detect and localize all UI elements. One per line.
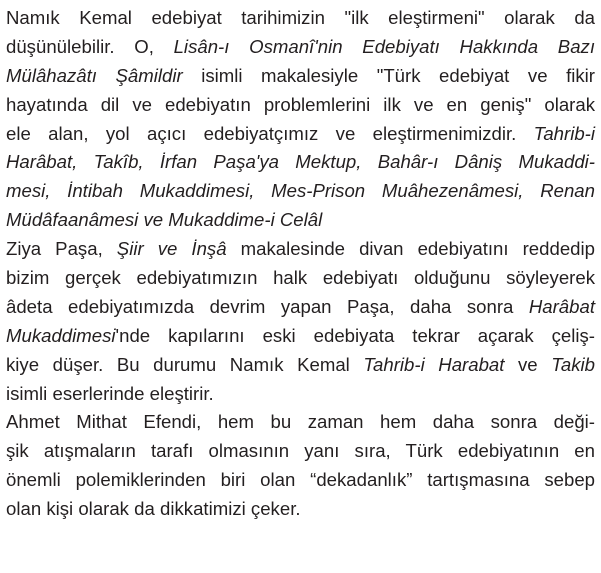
body-text: hayatında dil ve edebiyatın problemlerini ilk ve en geniş" olarak (6, 93, 595, 115)
text-line (6, 293, 595, 322)
paragraph-ziya-pasa (6, 235, 595, 408)
body-text: bizim gerçek edebiyatımızın halk edebiyatı olduğunu söyleyerek (6, 267, 595, 289)
body-text: isimli makalesiyle "Türk edebiyat ve fikir (182, 64, 595, 86)
text-line (6, 177, 595, 206)
body-text: 'nde kapılarını eski edebiyata tekrar açarak çeliş- (115, 324, 595, 346)
italic-title-text: Şiir ve İnşâ (116, 238, 227, 260)
text-line (6, 380, 595, 409)
italic-title-text: Harâbat (528, 295, 595, 317)
body-text: kiye düşer. Bu durumu Namık Kemal (6, 353, 364, 375)
text-line (6, 495, 595, 524)
text-line (6, 33, 595, 62)
paragraph-namik-kemal (6, 4, 595, 235)
text-line (6, 91, 595, 120)
italic-title-text: Takib (551, 353, 595, 375)
italic-title-text: Tahrib-i Harabat (363, 353, 505, 375)
text-line (6, 235, 595, 264)
body-text: Ahmet Mithat Efendi, hem bu zaman hem daha sonra deği- (6, 411, 595, 433)
text-line (6, 148, 595, 177)
text-line (6, 466, 595, 495)
body-text: olan kişi olarak da dikkatimizi çeker. (6, 498, 301, 520)
italic-title-text: Tahrib-i (533, 122, 595, 144)
italic-title-text: Lisân-ı Osmanî'nin Edebiyatı Hakkında Bazı (173, 35, 595, 57)
text-line (6, 322, 595, 351)
italic-title-text: Harâbat, Takîb, İrfan Paşa'ya Mektup, Bahâr-ı Dâniş Mukaddi- (6, 151, 595, 173)
text-line (6, 4, 595, 33)
body-text: ele alan, yol açıcı edebiyatçımız ve eleştirmenimizdir. (6, 122, 534, 144)
body-text: Ziya Paşa, (6, 238, 117, 260)
body-text: Namık Kemal edebiyat tarihimizin "ilk eleştirmeni" olarak da (6, 7, 595, 28)
body-text: ve (504, 353, 552, 375)
text-line (6, 206, 595, 235)
body-text: önemli polemiklerinden biri olan “dekadanlık” tartışmasına sebep (6, 469, 595, 491)
text-line (6, 264, 595, 293)
italic-title-text: Mülâhazâtı Şâmildir (6, 64, 183, 86)
body-text: isimli eserlerinde eleştirir. (6, 382, 214, 404)
text-line (6, 351, 595, 380)
text-line (6, 437, 595, 466)
italic-title-text: mesi, İntibah Mukaddimesi, Mes-Prison Muâhezenâmesi, Renan (6, 180, 595, 202)
italic-title-text: Mukaddimesi (6, 324, 116, 346)
text-line (6, 408, 595, 437)
italic-title-text: Müdâfaanâmesi ve Mukaddime-i Celâl (6, 209, 323, 231)
body-text: makalesinde divan edebiyatını reddedip (226, 238, 595, 260)
body-text: düşünülebilir. O, (6, 35, 174, 57)
text-line (6, 62, 595, 91)
paragraph-ahmet-mithat (6, 408, 595, 524)
text-line (6, 120, 595, 149)
body-text: âdeta edebiyatımızda devrim yapan Paşa, daha sonra (6, 295, 529, 317)
body-text: şik atışmaların tarafı olmasının yanı sıra, Türk edebiyatının en (6, 440, 595, 462)
